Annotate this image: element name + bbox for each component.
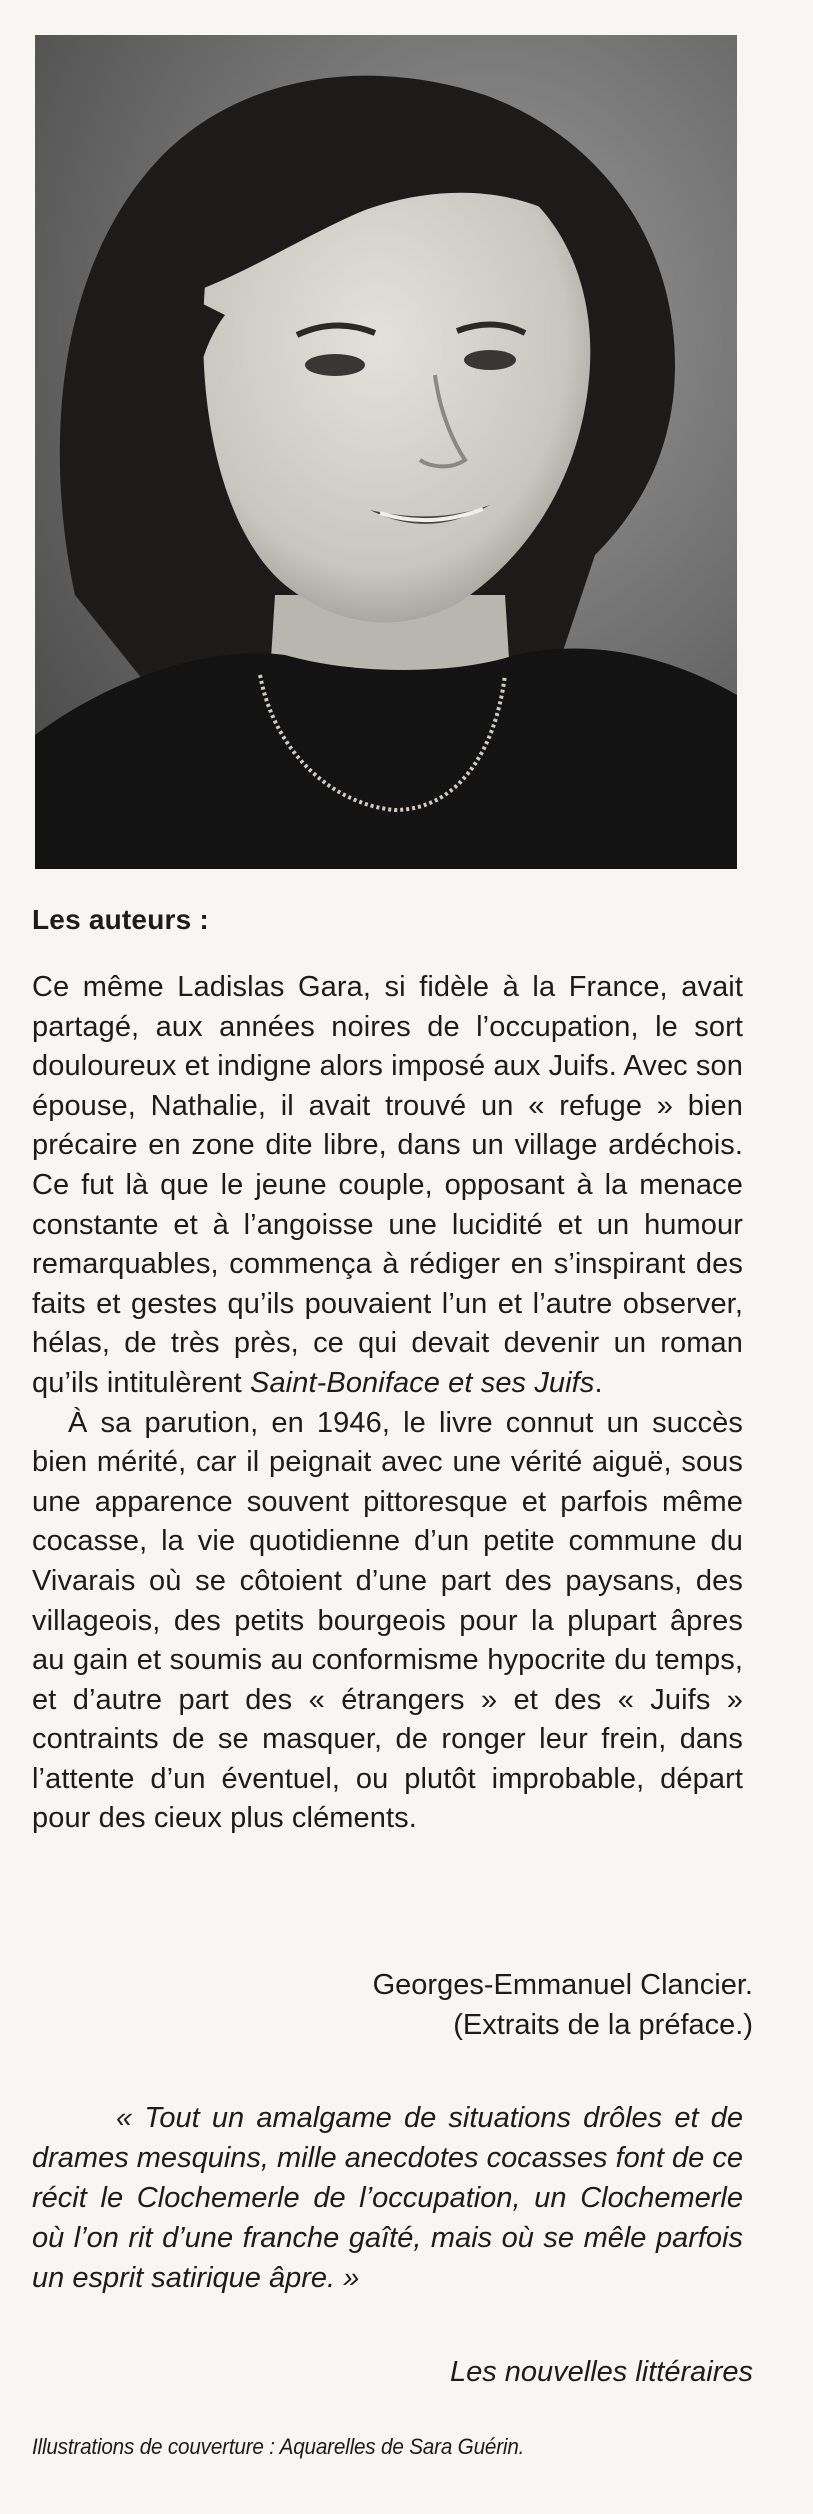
quote-text: « Tout un amalgame de situations drôles et de drames mesquins, mille anecdotes cocasses font de ce récit le Clochemerle de l’occupation, un Clochemerle où l’on rit d’une franche gaîté, mais où se mêle parfois un esprit satirique âpre. » xyxy=(32,2102,743,2294)
section-heading: Les auteurs : xyxy=(32,904,209,935)
press-quote xyxy=(32,2098,743,2298)
paragraph-2: À sa parution, en 1946, le livre connut un succès bien mérité, car il peignait avec une vérité aiguë, sous une apparence souvent pittoresque et parfois même cocasse, la vie quotidienne d’un petite commune du Vivarais où se côtoient d’une part des paysans, des villageois, des petits bourgeois pour la plupart âpres au gain et soumis au conformisme hypocrite du temps, et d’autre part des « étrangers » et des « Juifs » contraints de se masquer, de ronger leur frein, dans l’attente d’un éventuel, ou plutôt improbable, départ pour des cieux plus cléments. xyxy=(32,1406,743,1835)
paragraph-1: Ce même Ladislas Gara, si fidèle à la France, avait partagé, aux années noires de l’occupation, le sort douloureux et indigne alors imposé aux Juifs. Avec son épouse, Nathalie, il avait trouvé un « refuge » bien précaire en zone dite libre, dans un village ardéchois. Ce fut là que le jeune couple, opposant à la menace constante et à l’angoisse une lucidité et un humour remarquables, commença à rédiger en s’inspirant des faits et gestes qu’ils pouvaient l’un et l’autre observer, hélas, de très près, ce qui devait devenir un roman qu’ils intitulèrent Saint-Boniface et ses Juifs. xyxy=(32,971,743,1399)
book-title: Saint-Boniface et ses Juifs xyxy=(250,1366,595,1399)
author-portrait-photo xyxy=(35,35,737,869)
cover-credits: Illustrations de couverture : Aquarelles de Sara Guérin. xyxy=(32,2434,525,2459)
signature-block xyxy=(373,1965,753,2045)
paragraph-1-text: Ce même Ladislas Gara, si fidèle à la France, avait partagé, aux années noires de l’occupation, le sort douloureux et indigne alors imposé aux Juifs. Avec son épouse, Nathalie, il avait trouvé un « refuge » bien précaire en zone dite libre, dans un village ardéchois. Ce fut là que le jeune couple, opposant à la menace constante et à l’angoisse une lucidité et un humour remarquables, commença à rédiger en s’inspirant des faits et gestes qu’ils pouvaient l’un et l’autre observer, hélas, de très près, ce qui devait devenir un roman qu’ils intitulèrent xyxy=(32,971,743,1399)
portrait-illustration xyxy=(35,35,737,869)
quote-source: Les nouvelles littéraires xyxy=(449,2356,753,2388)
preface-excerpt xyxy=(32,968,743,1839)
signature-note: (Extraits de la préface.) xyxy=(453,2009,753,2041)
signature-name: Georges-Emmanuel Clancier. xyxy=(372,1969,753,2001)
